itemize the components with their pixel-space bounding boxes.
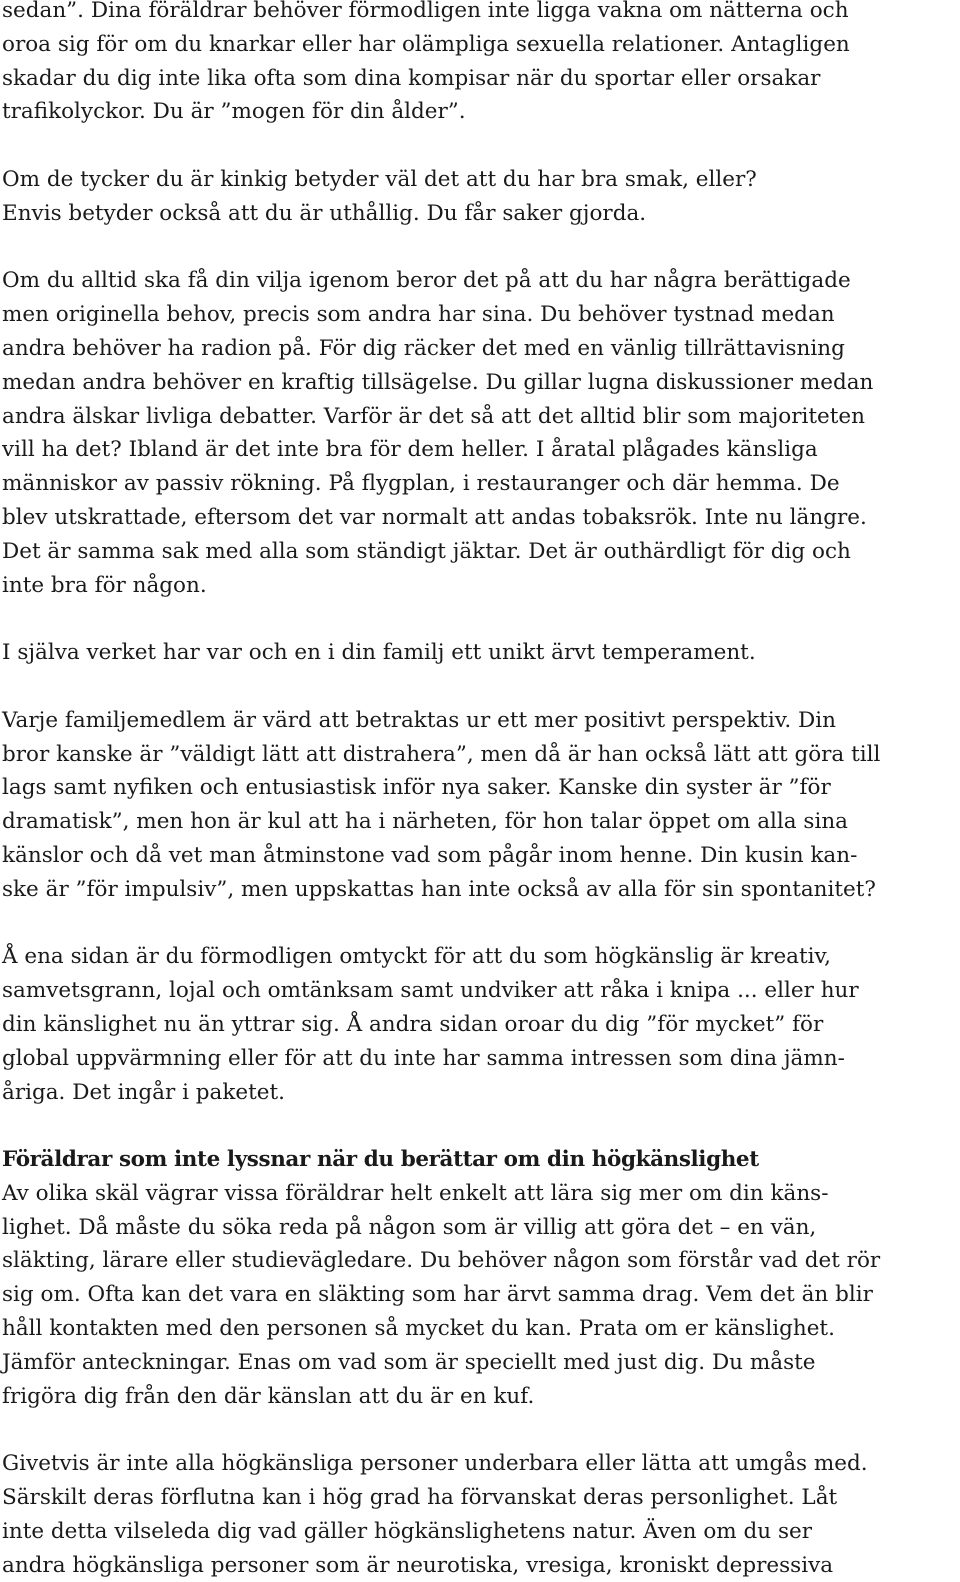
paragraph-5 xyxy=(2,704,958,907)
text-line: skadar du dig inte lika ofta som dina kompisar när du sportar eller orsakar xyxy=(2,65,821,91)
text-line: Å ena sidan är du förmodligen omtyckt för att du som högkänslig är kreativ, xyxy=(2,944,831,970)
text-line: lighet. Då måste du söka reda på någon som är villig att göra det – en vän, xyxy=(2,1214,817,1240)
paragraph-1 xyxy=(2,0,958,129)
text-line: Varje familjemedlem är värd att betraktas ur ett mer positivt perspektiv. Din xyxy=(2,707,836,733)
text-line: inte detta vilseleda dig vad gäller högkänslighetens natur. Även om du ser xyxy=(2,1518,813,1544)
text-line: samvetsgrann, lojal och omtänksam samt undviker att råka i knipa ... eller hur xyxy=(2,978,859,1004)
text-line: Det är samma sak med alla som ständigt jäktar. Det är outhärdligt för dig och xyxy=(2,538,851,564)
text-line: Om du alltid ska få din vilja igenom beror det på att du har några berättigade xyxy=(2,268,851,294)
paragraph-gap xyxy=(2,1413,958,1447)
paragraph-gap xyxy=(2,129,958,163)
paragraph-4 xyxy=(2,636,958,670)
paragraph-gap xyxy=(2,1109,958,1143)
text-line: medan andra behöver en kraftig tillsägelse. Du gillar lugna diskussioner medan xyxy=(2,369,874,395)
text-line: oroa sig för om du knarkar eller har olämpliga sexuella relationer. Antagligen xyxy=(2,31,850,57)
text-line: andra behöver ha radion på. För dig räcker det med en vänlig tillrättavisning xyxy=(2,335,845,361)
text-line: känslor och då vet man åtminstone vad som pågår inom henne. Din kusin kan- xyxy=(2,842,858,868)
text-line: sig om. Ofta kan det vara en släkting som har ärvt samma drag. Vem det än blir xyxy=(2,1282,873,1308)
text-line: blev utskrattade, eftersom det var normalt att andas tobaksrök. Inte nu längre. xyxy=(2,504,867,530)
section-parents xyxy=(2,1143,958,1413)
text-line: frigöra dig från den där känslan att du är en kuf. xyxy=(2,1383,535,1409)
text-line: men originella behov, precis som andra har sina. Du behöver tystnad medan xyxy=(2,302,835,328)
section-heading: Föräldrar som inte lyssnar när du berättar om din högkänslighet xyxy=(2,1147,759,1173)
text-line: I själva verket har var och en i din familj ett unikt ärvt temperament. xyxy=(2,640,756,666)
text-line: släkting, lärare eller studievägledare. Du behöver någon som förstår vad det rör xyxy=(2,1248,881,1274)
text-line: Givetvis är inte alla högkänsliga personer underbara eller lätta att umgås med. xyxy=(2,1451,868,1477)
text-line: sedan”. Dina föräldrar behöver förmodligen inte ligga vakna om nätterna och xyxy=(2,0,849,23)
text-line: håll kontakten med den personen så mycket du kan. Prata om er känslighet. xyxy=(2,1316,835,1342)
text-line: bror kanske är ”väldigt lätt att distrahera”, men då är han också lätt att göra till xyxy=(2,741,881,767)
paragraph-gap xyxy=(2,231,958,265)
text-line: andra högkänsliga personer som är neurotiska, vresiga, kroniskt depressiva xyxy=(2,1552,834,1578)
text-line: Om de tycker du är kinkig betyder väl det att du har bra smak, eller? xyxy=(2,166,757,192)
text-line: global uppvärmning eller för att du inte har samma intressen som dina jämn- xyxy=(2,1045,845,1071)
text-line: din känslighet nu än yttrar sig. Å andra sidan oroar du dig ”för mycket” för xyxy=(2,1011,824,1037)
text-line: trafikolyckor. Du är ”mogen för din ålder”. xyxy=(2,99,466,125)
text-line: ske är ”för impulsiv”, men uppskattas han inte också av alla för sin spontanitet? xyxy=(2,876,876,902)
paragraph-gap xyxy=(2,670,958,704)
paragraph-8 xyxy=(2,1447,958,1582)
paragraph-2 xyxy=(2,163,958,231)
text-line: åriga. Det ingår i paketet. xyxy=(2,1079,285,1105)
text-line: Särskilt deras förflutna kan i hög grad ha förvanskat deras personlighet. Låt xyxy=(2,1485,838,1511)
text-line: dramatisk”, men hon är kul att ha i närheten, för hon talar öppet om alla sina xyxy=(2,809,848,835)
text-line: inte bra för någon. xyxy=(2,572,207,598)
document-page xyxy=(2,0,958,1582)
paragraph-3 xyxy=(2,264,958,602)
text-line: människor av passiv rökning. På flygplan, i restauranger och där hemma. De xyxy=(2,471,840,497)
text-line: andra älskar livliga debatter. Varför är det så att det alltid blir som majoriteten xyxy=(2,403,865,429)
text-line: Jämför anteckningar. Enas om vad som är speciellt med just dig. Du måste xyxy=(2,1349,816,1375)
paragraph-gap xyxy=(2,602,958,636)
text-line: lags samt nyfiken och entusiastisk inför nya saker. Kanske din syster är ”för xyxy=(2,775,831,801)
paragraph-gap xyxy=(2,907,958,941)
text-line: Av olika skäl vägrar vissa föräldrar helt enkelt att lära sig mer om din käns- xyxy=(2,1180,829,1206)
paragraph-6 xyxy=(2,940,958,1109)
text-line: Envis betyder också att du är uthållig. Du får saker gjorda. xyxy=(2,200,647,226)
text-line: vill ha det? Ibland är det inte bra för dem heller. I åratal plågades känsliga xyxy=(2,437,818,463)
